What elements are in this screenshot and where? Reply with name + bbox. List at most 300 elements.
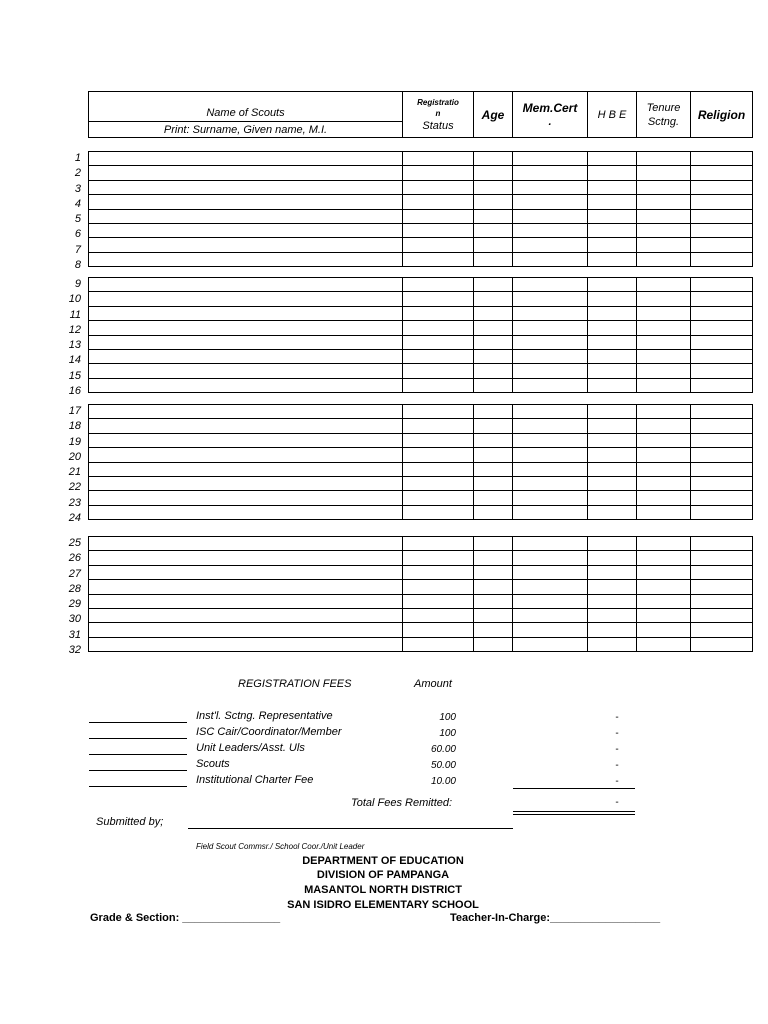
roster-cell[interactable] bbox=[588, 349, 637, 363]
footer-school: SAN ISIDRO ELEMENTARY SCHOOL bbox=[287, 899, 479, 911]
roster-cell[interactable] bbox=[588, 306, 637, 320]
fee-amount: 60.00 bbox=[430, 744, 456, 755]
roster-cell[interactable] bbox=[89, 238, 403, 252]
roster-cell[interactable] bbox=[403, 551, 474, 565]
roster-cell[interactable] bbox=[474, 321, 513, 335]
roster-cell[interactable] bbox=[588, 195, 637, 209]
roster-cell[interactable] bbox=[691, 405, 753, 419]
mem-cert-header bbox=[513, 92, 588, 138]
total-fees-label: Total Fees Remitted: bbox=[351, 797, 453, 809]
roster-cell[interactable] bbox=[588, 551, 637, 565]
roster-cell[interactable] bbox=[474, 364, 513, 378]
roster-cell[interactable] bbox=[513, 491, 588, 505]
roster-cell[interactable] bbox=[513, 419, 588, 433]
roster-cell[interactable] bbox=[588, 223, 637, 237]
roster-cell[interactable] bbox=[513, 378, 588, 392]
roster-cell[interactable] bbox=[588, 209, 637, 223]
roster-cell[interactable] bbox=[513, 462, 588, 476]
roster-cell[interactable] bbox=[474, 462, 513, 476]
roster-cell[interactable] bbox=[588, 505, 637, 519]
roster-cell[interactable] bbox=[691, 292, 753, 306]
hbe-header: H B E bbox=[588, 92, 637, 138]
roster-cell[interactable] bbox=[637, 209, 691, 223]
roster-cell[interactable] bbox=[691, 623, 753, 637]
roster-cell[interactable] bbox=[691, 306, 753, 320]
roster-cell[interactable] bbox=[637, 152, 691, 166]
roster-cell[interactable] bbox=[89, 491, 403, 505]
roster-cell[interactable] bbox=[637, 405, 691, 419]
row-number: 25 bbox=[68, 537, 81, 549]
fee-total: - bbox=[615, 776, 619, 787]
roster-cell[interactable] bbox=[89, 433, 403, 447]
roster-row bbox=[89, 209, 753, 223]
roster-cell[interactable] bbox=[474, 378, 513, 392]
registration-top: Registratio bbox=[417, 97, 459, 107]
roster-cell[interactable] bbox=[637, 551, 691, 565]
roster-cell[interactable] bbox=[637, 462, 691, 476]
row-number: 8 bbox=[74, 258, 81, 271]
roster-cell[interactable] bbox=[403, 565, 474, 579]
roster-row bbox=[89, 252, 753, 266]
row-number: 17 bbox=[68, 405, 81, 417]
roster-cell[interactable] bbox=[513, 565, 588, 579]
fee-amount: 100 bbox=[439, 728, 456, 739]
roster-cell[interactable] bbox=[588, 476, 637, 490]
roster-cell[interactable] bbox=[474, 349, 513, 363]
fee-blank-line[interactable] bbox=[89, 786, 187, 787]
roster-cell[interactable] bbox=[513, 306, 588, 320]
roster-cell[interactable] bbox=[403, 278, 474, 292]
roster-cell[interactable] bbox=[637, 448, 691, 462]
row-number: 11 bbox=[69, 308, 81, 321]
roster-cell[interactable] bbox=[403, 476, 474, 490]
teacher-in-charge-field[interactable]: Teacher-In-Charge:__________________ bbox=[450, 912, 661, 924]
roster-cell[interactable] bbox=[588, 462, 637, 476]
roster-cell[interactable] bbox=[691, 462, 753, 476]
roster-cell[interactable] bbox=[403, 594, 474, 608]
roster-cell[interactable] bbox=[637, 623, 691, 637]
roster-cell[interactable] bbox=[474, 166, 513, 180]
roster-cell[interactable] bbox=[513, 580, 588, 594]
roster-cell[interactable] bbox=[474, 594, 513, 608]
roster-cell[interactable] bbox=[691, 349, 753, 363]
roster-cell[interactable] bbox=[89, 623, 403, 637]
roster-cell[interactable] bbox=[513, 433, 588, 447]
roster-cell[interactable] bbox=[89, 462, 403, 476]
roster-cell[interactable] bbox=[403, 223, 474, 237]
roster-cell[interactable] bbox=[403, 623, 474, 637]
roster-cell[interactable] bbox=[89, 152, 403, 166]
roster-cell[interactable] bbox=[588, 565, 637, 579]
roster-cell[interactable] bbox=[637, 306, 691, 320]
roster-cell[interactable] bbox=[403, 448, 474, 462]
roster-cell[interactable] bbox=[474, 223, 513, 237]
fee-label: Unit Leaders/Asst. Uls bbox=[196, 742, 305, 754]
total-double-line bbox=[513, 811, 635, 815]
roster-cell[interactable] bbox=[588, 537, 637, 551]
roster-cell[interactable] bbox=[588, 292, 637, 306]
roster-cell[interactable] bbox=[691, 433, 753, 447]
roster-cell[interactable] bbox=[513, 166, 588, 180]
roster-cell[interactable] bbox=[89, 335, 403, 349]
roster-cell[interactable] bbox=[89, 195, 403, 209]
roster-cell[interactable] bbox=[89, 580, 403, 594]
roster-cell[interactable] bbox=[89, 209, 403, 223]
roster-cell[interactable] bbox=[588, 180, 637, 194]
roster-cell[interactable] bbox=[691, 505, 753, 519]
roster-cell[interactable] bbox=[691, 166, 753, 180]
row-number: 31 bbox=[68, 628, 81, 641]
roster-cell[interactable] bbox=[513, 292, 588, 306]
row-number: 23 bbox=[68, 496, 81, 509]
roster-cell[interactable] bbox=[691, 180, 753, 194]
registration-mid: n bbox=[435, 108, 441, 118]
roster-row bbox=[89, 433, 753, 447]
roster-cell[interactable] bbox=[89, 223, 403, 237]
roster-cell[interactable] bbox=[474, 152, 513, 166]
row-number: 15 bbox=[68, 369, 81, 382]
row-number: 5 bbox=[74, 213, 81, 225]
roster-cell[interactable] bbox=[474, 195, 513, 209]
row-number: 3 bbox=[74, 182, 81, 195]
roster-cell[interactable] bbox=[513, 223, 588, 237]
roster-cell[interactable] bbox=[637, 637, 691, 651]
row-number: 4 bbox=[74, 197, 81, 210]
row-number: 18 bbox=[68, 420, 81, 433]
amount-header: Amount bbox=[414, 678, 452, 690]
roster-cell[interactable] bbox=[403, 637, 474, 651]
fee-label: ISC Cair/Coordinator/Member bbox=[196, 726, 342, 738]
row-number: 28 bbox=[68, 582, 81, 595]
row-number: 13 bbox=[68, 339, 81, 351]
roster-cell[interactable] bbox=[474, 608, 513, 622]
roster-header-table bbox=[88, 91, 753, 138]
roster-cell[interactable] bbox=[588, 405, 637, 419]
roster-cell[interactable] bbox=[588, 594, 637, 608]
roster-cell[interactable] bbox=[474, 637, 513, 651]
roster-cell[interactable] bbox=[691, 448, 753, 462]
roster-cell[interactable] bbox=[403, 419, 474, 433]
roster-cell[interactable] bbox=[637, 238, 691, 252]
roster-cell[interactable] bbox=[637, 321, 691, 335]
roster-cell[interactable] bbox=[474, 209, 513, 223]
roster-cell[interactable] bbox=[637, 476, 691, 490]
roster-cell[interactable] bbox=[513, 209, 588, 223]
roster-cell[interactable] bbox=[637, 491, 691, 505]
roster-cell[interactable] bbox=[403, 335, 474, 349]
roster-cell[interactable] bbox=[474, 238, 513, 252]
roster-row bbox=[89, 419, 753, 433]
roster-cell[interactable] bbox=[474, 551, 513, 565]
roster-row bbox=[89, 349, 753, 363]
roster-cell[interactable] bbox=[89, 476, 403, 490]
roster-row bbox=[89, 537, 753, 551]
roster-cell[interactable] bbox=[637, 537, 691, 551]
roster-cell[interactable] bbox=[691, 594, 753, 608]
fee-blank-line[interactable] bbox=[89, 754, 187, 755]
roster-cell[interactable] bbox=[513, 594, 588, 608]
fee-blank-line[interactable] bbox=[89, 738, 187, 739]
roster-cell[interactable] bbox=[89, 608, 403, 622]
roster-cell[interactable] bbox=[403, 180, 474, 194]
roster-cell[interactable] bbox=[588, 623, 637, 637]
roster-cell[interactable] bbox=[691, 364, 753, 378]
roster-row bbox=[89, 505, 753, 519]
roster-cell[interactable] bbox=[637, 364, 691, 378]
roster-cell[interactable] bbox=[513, 537, 588, 551]
grade-section-field[interactable]: Grade & Section: ________________ bbox=[90, 912, 281, 924]
roster-cell[interactable] bbox=[637, 580, 691, 594]
roster-cell[interactable] bbox=[403, 537, 474, 551]
roster-cell[interactable] bbox=[513, 349, 588, 363]
roster-cell[interactable] bbox=[637, 608, 691, 622]
roster-cell[interactable] bbox=[513, 364, 588, 378]
roster-cell[interactable] bbox=[89, 306, 403, 320]
fee-total: - bbox=[615, 760, 619, 771]
roster-cell[interactable] bbox=[588, 419, 637, 433]
row-number: 10 bbox=[68, 293, 81, 306]
roster-cell[interactable] bbox=[588, 321, 637, 335]
roster-cell[interactable] bbox=[691, 608, 753, 622]
roster-cell[interactable] bbox=[691, 476, 753, 490]
roster-cell[interactable] bbox=[403, 152, 474, 166]
roster-cell[interactable] bbox=[588, 608, 637, 622]
roster-cell[interactable] bbox=[513, 623, 588, 637]
roster-cell[interactable] bbox=[691, 195, 753, 209]
mem-cert-dot: . bbox=[548, 115, 552, 128]
roster-cell[interactable] bbox=[474, 448, 513, 462]
roster-cell[interactable] bbox=[637, 292, 691, 306]
roster-cell[interactable] bbox=[474, 623, 513, 637]
roster-cell[interactable] bbox=[474, 405, 513, 419]
roster-cell[interactable] bbox=[691, 152, 753, 166]
signature-line[interactable] bbox=[188, 828, 513, 829]
roster-cell[interactable] bbox=[691, 565, 753, 579]
roster-cell[interactable] bbox=[403, 306, 474, 320]
roster-cell[interactable] bbox=[588, 152, 637, 166]
roster-row bbox=[89, 448, 753, 462]
roster-cell[interactable] bbox=[637, 252, 691, 266]
roster-cell[interactable] bbox=[637, 419, 691, 433]
roster-cell[interactable] bbox=[691, 491, 753, 505]
roster-cell[interactable] bbox=[691, 238, 753, 252]
roster-cell[interactable] bbox=[637, 565, 691, 579]
roster-cell[interactable] bbox=[403, 462, 474, 476]
roster-cell[interactable] bbox=[637, 433, 691, 447]
roster-cell[interactable] bbox=[474, 580, 513, 594]
roster-block bbox=[88, 404, 753, 520]
roster-cell[interactable] bbox=[89, 405, 403, 419]
roster-cell[interactable] bbox=[89, 565, 403, 579]
roster-cell[interactable] bbox=[588, 335, 637, 349]
roster-cell[interactable] bbox=[403, 580, 474, 594]
age-header: Age bbox=[474, 92, 513, 138]
roster-cell[interactable] bbox=[474, 491, 513, 505]
print-instruction: Print: Surname, Given name, M.I. bbox=[89, 122, 403, 138]
tenure-top: Tenure bbox=[646, 101, 681, 114]
roster-row bbox=[89, 462, 753, 476]
name-of-scouts-header: Name of Scouts bbox=[89, 92, 403, 122]
roster-cell[interactable] bbox=[637, 195, 691, 209]
roster-block bbox=[88, 151, 753, 267]
roster-cell[interactable] bbox=[588, 580, 637, 594]
roster-cell[interactable] bbox=[691, 580, 753, 594]
roster-cell[interactable] bbox=[89, 180, 403, 194]
fee-label: Scouts bbox=[196, 758, 230, 770]
roster-cell[interactable] bbox=[89, 321, 403, 335]
roster-cell[interactable] bbox=[691, 378, 753, 392]
roster-cell[interactable] bbox=[89, 278, 403, 292]
roster-cell[interactable] bbox=[513, 252, 588, 266]
roster-cell[interactable] bbox=[637, 223, 691, 237]
roster-cell[interactable] bbox=[637, 594, 691, 608]
roster-cell[interactable] bbox=[403, 491, 474, 505]
roster-cell[interactable] bbox=[588, 637, 637, 651]
roster-cell[interactable] bbox=[588, 166, 637, 180]
roster-cell[interactable] bbox=[691, 223, 753, 237]
roster-cell[interactable] bbox=[513, 180, 588, 194]
roster-cell[interactable] bbox=[637, 335, 691, 349]
roster-cell[interactable] bbox=[474, 537, 513, 551]
roster-cell[interactable] bbox=[474, 252, 513, 266]
roster-cell[interactable] bbox=[588, 252, 637, 266]
roster-cell[interactable] bbox=[513, 238, 588, 252]
roster-cell[interactable] bbox=[513, 195, 588, 209]
row-number: 14 bbox=[68, 354, 81, 367]
roster-cell[interactable] bbox=[89, 537, 403, 551]
roster-row bbox=[89, 476, 753, 490]
roster-cell[interactable] bbox=[691, 321, 753, 335]
roster-cell[interactable] bbox=[89, 378, 403, 392]
roster-cell[interactable] bbox=[89, 292, 403, 306]
roster-cell[interactable] bbox=[513, 405, 588, 419]
row-number: 6 bbox=[74, 228, 81, 241]
roster-cell[interactable] bbox=[89, 349, 403, 363]
roster-cell[interactable] bbox=[89, 637, 403, 651]
row-number: 29 bbox=[68, 598, 81, 610]
roster-cell[interactable] bbox=[89, 505, 403, 519]
roster-cell[interactable] bbox=[474, 292, 513, 306]
roster-cell[interactable] bbox=[691, 209, 753, 223]
roster-cell[interactable] bbox=[637, 505, 691, 519]
roster-row bbox=[89, 637, 753, 651]
roster-cell[interactable] bbox=[513, 335, 588, 349]
fee-total: - bbox=[615, 728, 619, 739]
roster-cell[interactable] bbox=[89, 419, 403, 433]
roster-cell[interactable] bbox=[89, 594, 403, 608]
roster-cell[interactable] bbox=[691, 419, 753, 433]
roster-cell[interactable] bbox=[513, 505, 588, 519]
roster-block bbox=[88, 536, 753, 652]
roster-cell[interactable] bbox=[403, 209, 474, 223]
roster-row bbox=[89, 152, 753, 166]
fee-blank-line[interactable] bbox=[89, 722, 187, 723]
footer-department: DEPARTMENT OF EDUCATION bbox=[302, 855, 464, 867]
roster-row bbox=[89, 223, 753, 237]
roster-cell[interactable] bbox=[403, 505, 474, 519]
roster-cell[interactable] bbox=[403, 608, 474, 622]
roster-cell[interactable] bbox=[588, 433, 637, 447]
registration-status: Status bbox=[422, 119, 454, 132]
roster-cell[interactable] bbox=[691, 252, 753, 266]
roster-cell[interactable] bbox=[691, 537, 753, 551]
roster-cell[interactable] bbox=[403, 433, 474, 447]
roster-cell[interactable] bbox=[474, 335, 513, 349]
roster-cell[interactable] bbox=[403, 378, 474, 392]
roster-cell[interactable] bbox=[691, 551, 753, 565]
roster-cell[interactable] bbox=[513, 448, 588, 462]
roster-cell[interactable] bbox=[474, 278, 513, 292]
roster-cell[interactable] bbox=[403, 238, 474, 252]
fee-label: Institutional Charter Fee bbox=[196, 774, 314, 786]
roster-cell[interactable] bbox=[691, 335, 753, 349]
row-number: 30 bbox=[68, 613, 81, 626]
roster-cell[interactable] bbox=[89, 551, 403, 565]
roster-cell[interactable] bbox=[89, 448, 403, 462]
roster-cell[interactable] bbox=[513, 321, 588, 335]
submitted-by-label: Submitted by; bbox=[96, 816, 164, 828]
roster-row bbox=[89, 405, 753, 419]
roster-cell[interactable] bbox=[637, 349, 691, 363]
roster-row bbox=[89, 594, 753, 608]
roster-cell[interactable] bbox=[89, 166, 403, 180]
fee-blank-line[interactable] bbox=[89, 770, 187, 771]
roster-cell[interactable] bbox=[513, 551, 588, 565]
signatory-caption: Field Scout Commsr./ School Coor./Unit Leader bbox=[196, 842, 365, 851]
roster-cell[interactable] bbox=[474, 419, 513, 433]
fee-amount: 10.00 bbox=[430, 776, 456, 787]
roster-cell[interactable] bbox=[513, 476, 588, 490]
roster-cell[interactable] bbox=[588, 238, 637, 252]
roster-cell[interactable] bbox=[403, 364, 474, 378]
roster-cell[interactable] bbox=[403, 252, 474, 266]
roster-cell[interactable] bbox=[513, 637, 588, 651]
fee-total: - bbox=[615, 744, 619, 755]
roster-cell[interactable] bbox=[403, 349, 474, 363]
roster-cell[interactable] bbox=[403, 405, 474, 419]
roster-cell[interactable] bbox=[403, 195, 474, 209]
row-number: 16 bbox=[68, 384, 81, 397]
roster-cell[interactable] bbox=[637, 378, 691, 392]
roster-cell[interactable] bbox=[403, 292, 474, 306]
roster-cell[interactable] bbox=[403, 166, 474, 180]
roster-cell[interactable] bbox=[637, 166, 691, 180]
roster-cell[interactable] bbox=[474, 306, 513, 320]
roster-cell[interactable] bbox=[474, 476, 513, 490]
roster-cell[interactable] bbox=[474, 505, 513, 519]
roster-cell[interactable] bbox=[637, 180, 691, 194]
roster-cell[interactable] bbox=[474, 565, 513, 579]
roster-cell[interactable] bbox=[513, 152, 588, 166]
roster-cell[interactable] bbox=[89, 252, 403, 266]
roster-cell[interactable] bbox=[513, 278, 588, 292]
roster-cell[interactable] bbox=[588, 364, 637, 378]
roster-cell[interactable] bbox=[513, 608, 588, 622]
row-number: 2 bbox=[74, 167, 81, 180]
roster-cell[interactable] bbox=[89, 364, 403, 378]
roster-cell[interactable] bbox=[588, 491, 637, 505]
roster-cell[interactable] bbox=[637, 278, 691, 292]
roster-cell[interactable] bbox=[588, 448, 637, 462]
roster-cell[interactable] bbox=[474, 180, 513, 194]
roster-cell[interactable] bbox=[403, 321, 474, 335]
roster-cell[interactable] bbox=[691, 637, 753, 651]
roster-row bbox=[89, 623, 753, 637]
roster-cell[interactable] bbox=[474, 433, 513, 447]
roster-cell[interactable] bbox=[588, 278, 637, 292]
roster-cell[interactable] bbox=[691, 278, 753, 292]
roster-cell[interactable] bbox=[588, 378, 637, 392]
